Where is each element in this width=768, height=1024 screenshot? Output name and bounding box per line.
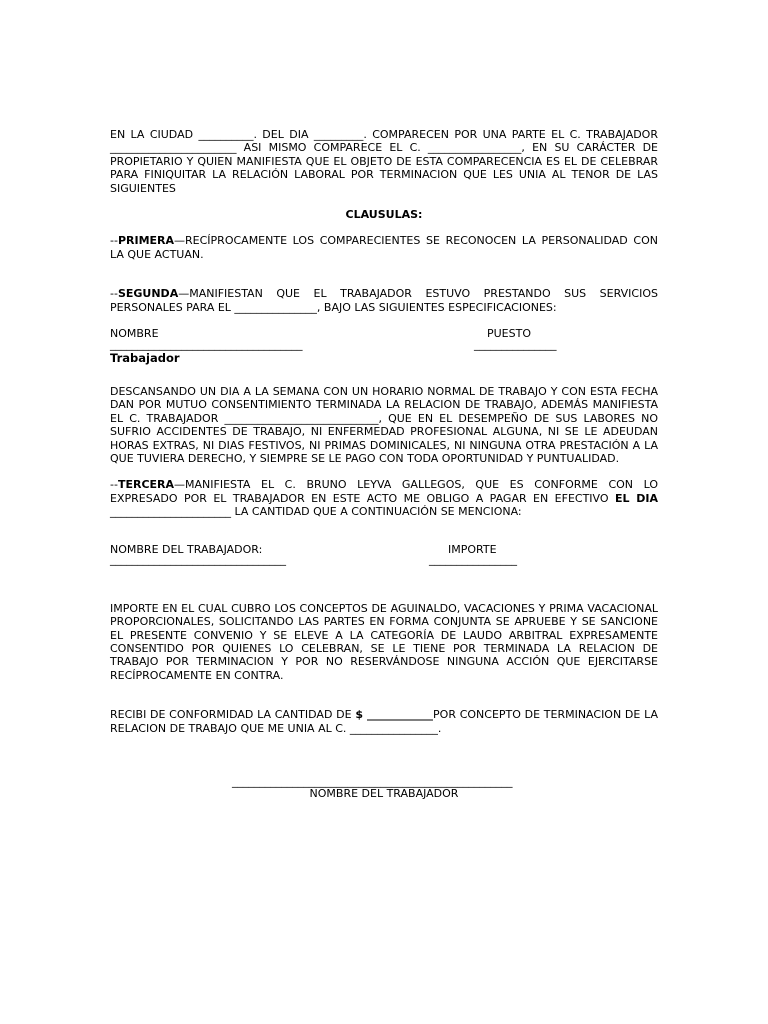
recibi-amount-blank: ____________ — [362, 708, 434, 722]
tercera-el-dia: EL DIA — [614, 491, 658, 505]
recibi-paragraph — [110, 708, 658, 735]
primera-label: PRIMERA — [117, 234, 175, 248]
signature-line: ___________________________________________________ — [232, 774, 513, 788]
segunda-prefix: -- — [110, 287, 118, 301]
descansando-paragraph: DESCANSANDO UN DIA A LA SEMANA CON UN HORARIO NORMAL DE TRABAJO Y CON ESTA FECHA DAN POR MUTUO CONSENTIMIENTO TERMINADA LA RELACION DE TRABAJO, ADEMÁS MANIFIESTA EL C. TRABAJADOR ____________________________, QUE EN EL DESEMPEÑO DE SUS LABORES NO SUFRIO ACCIDENTES DE TRABAJO, NI ENFERMEDAD PROFESIONAL ALGUNA, NI SE LE ADEUDAN HORAS EXTRAS, NI DIAS FESTIVOS, NI PRIMAS DOMINICALES, NI NINGUNA OTRA PRESTACIÓN A LA QUE TUVIERA DERECHO, Y SIEMPRE SE LE PAGO CON TODA OPORTUNIDAD Y PUNTUALIDAD. — [110, 385, 658, 466]
segunda-text: —MANIFIESTAN QUE EL TRABAJADOR ESTUVO PRESTANDO SUS SERVICIOS PERSONALES PARA EL _______________, BAJO LAS SIGUIENTES ESPECIFICACIONES: — [110, 287, 658, 314]
puesto-label: PUESTO — [487, 327, 531, 341]
document-page — [110, 128, 658, 805]
recibi-text-2: POR CONCEPTO DE TERMINACION DE LA RELACION DE TRABAJO QUE ME UNIA AL C. ________________. — [110, 708, 658, 735]
intro-paragraph — [110, 128, 658, 195]
tercera-text-2: ______________________ LA CANTIDAD QUE A CONTINUACIÓN SE MENCIONA: — [110, 505, 522, 519]
recibi-dollar: $ — [355, 708, 363, 722]
signature-block — [110, 775, 658, 805]
segunda-label: SEGUNDA — [117, 287, 179, 301]
recibi-text-1: RECIBI DE CONFORMIDAD LA CANTIDAD DE — [110, 708, 356, 722]
primera-prefix: -- — [110, 234, 118, 248]
intro-line-4: PARA FINIQUITAR LA RELACIÓN LABORAL POR TERMINACION QUE LES UNIA AL TENOR DE LAS — [110, 168, 658, 182]
intro-line-1: EN LA CIUDAD __________. DEL DIA _________. COMPARECEN POR UNA PARTE EL C. TRABAJADOR — [110, 128, 658, 141]
specs-block — [110, 327, 658, 367]
clausula-segunda — [110, 287, 658, 314]
clausula-tercera — [110, 478, 658, 518]
tercera-prefix: -- — [110, 478, 118, 492]
nombre-trabajador-label: NOMBRE DEL TRABAJADOR: — [110, 542, 263, 556]
signature-label: NOMBRE DEL TRABAJADOR — [309, 786, 459, 800]
intro-line-2: _______________________ ASI MISMO COMPARECE EL C. _________________, EN SU CARÁCTER DE — [110, 141, 658, 155]
clausulas-title: CLAUSULAS: — [345, 208, 423, 221]
intro-line-5: SIGUIENTES — [110, 181, 176, 195]
importe-paragraph: IMPORTE EN EL CUAL CUBRO LOS CONCEPTOS DE AGUINALDO, VACACIONES Y PRIMA VACACIONAL PROPORCIONALES, SOLICITANDO LAS PARTES EN FORMA CONJUNTA SE APRUEBE Y SE SANCIONE EL PRESENTE CONVENIO Y SE ELEVE A LA CATEGORÍA DE LAUDO ARBITRAL EXPRESAMENTE CONSENTIDO POR QUIENES LO CELEBRAN, SE LE TIENE POR TERMINADA LA RELACION DE TRABAJO POR TERMINACION Y POR NO RESERVÁNDOSE NINGUNA ACCIÓN QUE EJERCITARSE RECÍPROCAMENTE EN CONTRA. — [110, 601, 658, 682]
nombre-signature-line: ___________________________________ — [110, 338, 303, 352]
nombre-trabajador-line: ________________________________ — [110, 552, 286, 566]
primera-text: —RECÍPROCAMENTE LOS COMPARECIENTES SE RECONOCEN LA PERSONALIDAD CON LA QUE ACTUAN. — [110, 234, 658, 261]
clausula-primera — [110, 234, 658, 261]
importe-block — [110, 543, 658, 569]
nombre-label: NOMBRE — [110, 327, 159, 341]
puesto-signature-line: _______________ — [474, 338, 557, 352]
trabajador-label: Trabajador — [110, 351, 180, 366]
importe-line: ________________ — [429, 552, 517, 566]
intro-line-3: PROPIETARIO Y QUIEN MANIFIESTA QUE EL OBJETO DE ESTA COMPARECENCIA ES EL DE CELEBRAR — [110, 154, 658, 168]
importe-label: IMPORTE — [448, 542, 497, 556]
tercera-text-1: —MANIFIESTA EL C. BRUNO LEYVA GALLEGOS, QUE ES CONFORME CON LO EXPRESADO POR EL TRABAJADOR EN ESTE ACTO ME OBLIGO A PAGAR EN EFECTIVO — [110, 478, 658, 505]
tercera-label: TERCERA — [117, 478, 175, 492]
